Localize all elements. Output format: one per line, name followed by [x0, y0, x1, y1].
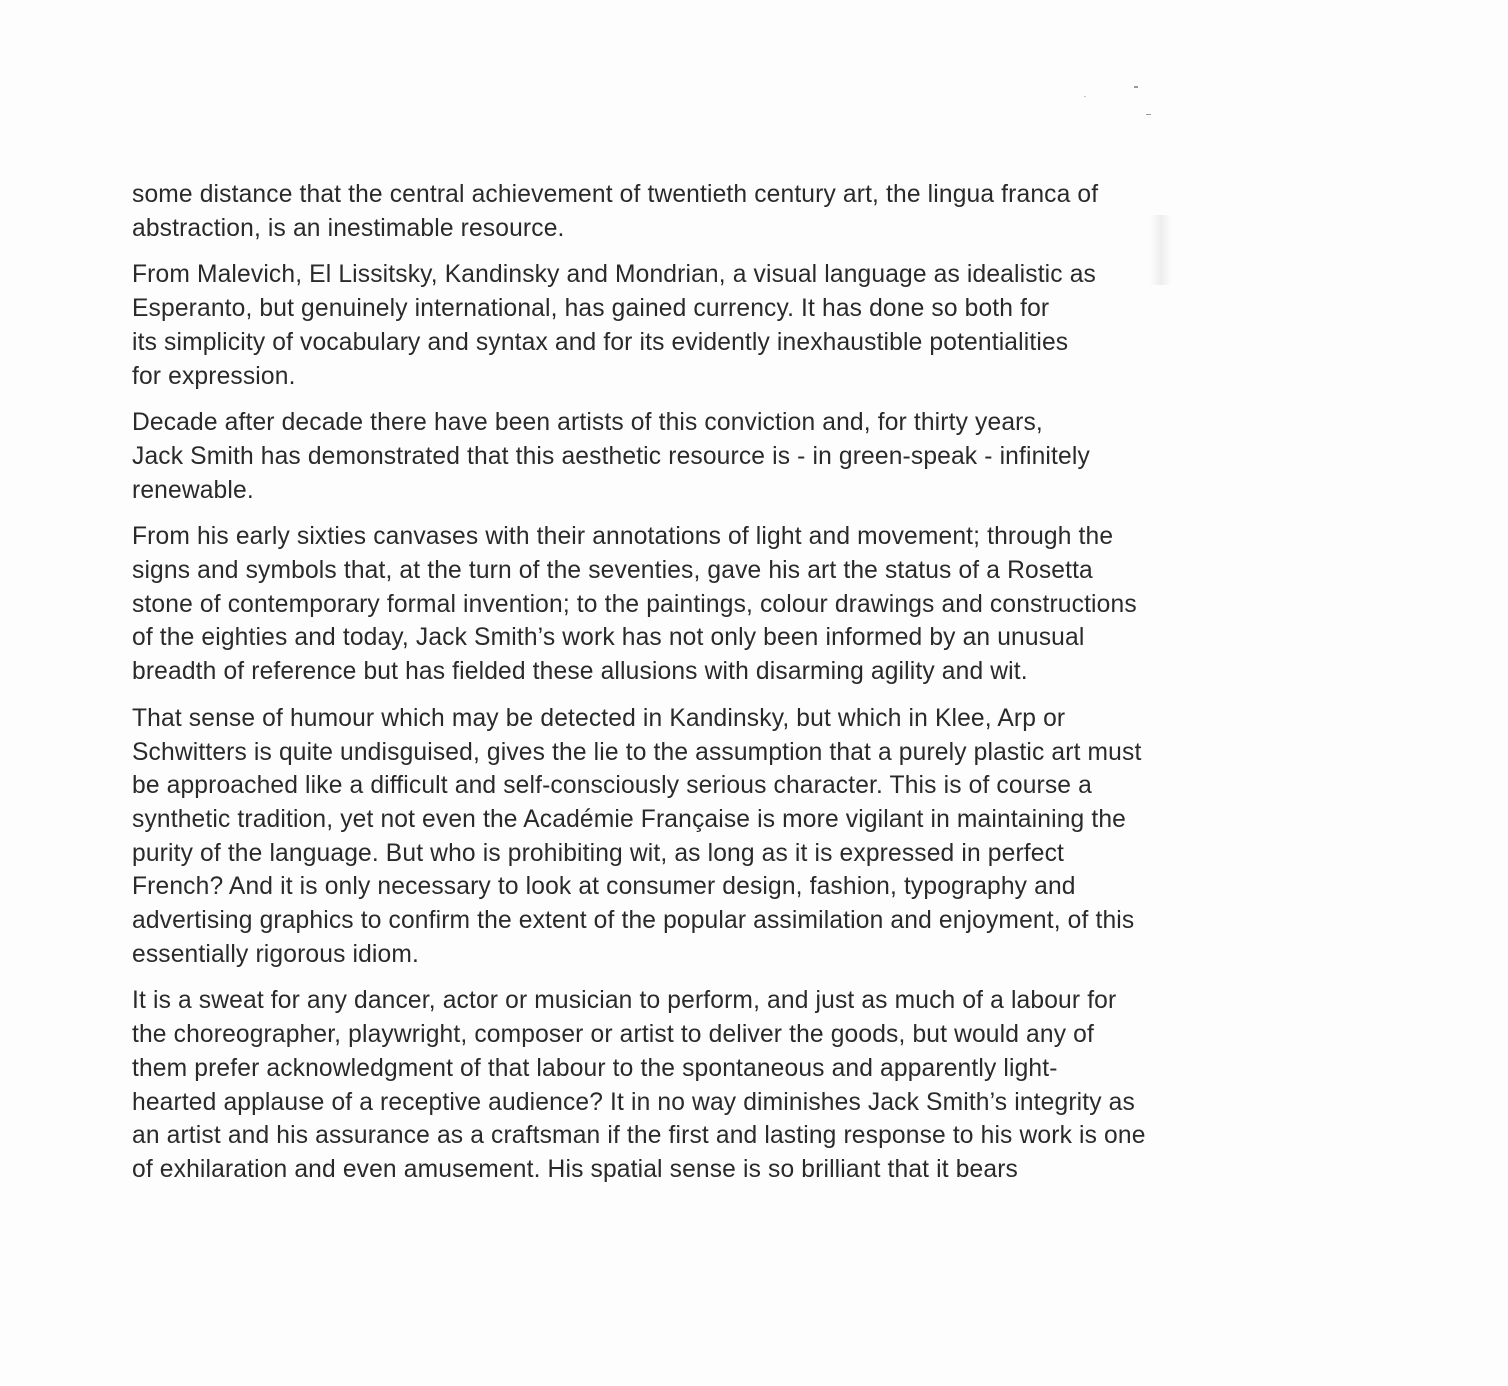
text-line: an artist and his assurance as a craftsman if the first and lasting response to his work is one — [132, 1122, 1146, 1150]
text-line: hearted applause of a receptive audience? It in no way diminishes Jack Smith’s integrity as — [132, 1088, 1135, 1116]
paragraph — [132, 702, 1332, 972]
text-line: From Malevich, El Lissitsky, Kandinsky and Mondrian, a visual language as idealistic as — [132, 261, 1096, 289]
text-line: Esperanto, but genuinely international, has gained currency. It has done so both for — [132, 295, 1050, 323]
paragraph — [132, 406, 1332, 507]
text-line: of exhilaration and even amusement. His spatial sense is so brilliant that it bears — [132, 1155, 1018, 1183]
text-line: It is a sweat for any dancer, actor or musician to perform, and just as much of a labour for — [132, 987, 1117, 1015]
text-line: renewable. — [132, 476, 254, 504]
text-line: them prefer acknowledgment of that labour to the spontaneous and apparently light- — [132, 1054, 1058, 1082]
text-line: for expression. — [132, 362, 296, 390]
text-line: Jack Smith has demonstrated that this aesthetic resource is - in green-speak - infinitely — [132, 442, 1090, 470]
text-line: abstraction, is an inestimable resource. — [132, 214, 565, 242]
paragraph — [132, 984, 1332, 1186]
scan-speck — [1134, 86, 1138, 88]
text-line: purity of the language. But who is prohibiting wit, as long as it is expressed in perfect — [132, 839, 1065, 867]
text-line: synthetic tradition, yet not even the Académie Française is more vigilant in maintaining the — [132, 805, 1126, 833]
text-line: stone of contemporary formal invention; to the paintings, colour drawings and constructions — [132, 590, 1137, 618]
text-line: essentially rigorous idiom. — [132, 940, 419, 968]
text-line: signs and symbols that, at the turn of the seventies, gave his art the status of a Rosetta — [132, 557, 1093, 585]
text-line: breadth of reference but has fielded these allusions with disarming agility and wit. — [132, 658, 1028, 686]
scan-speck — [1084, 96, 1086, 97]
text-line: From his early sixties canvases with their annotations of light and movement; through the — [132, 523, 1114, 551]
text-line: be approached like a difficult and self-consciously serious character. This is of course a — [132, 772, 1092, 800]
text-line: some distance that the central achievement of twentieth century art, the lingua franca of — [132, 181, 1099, 208]
text-line: advertising graphics to confirm the extent of the popular assimilation and enjoyment, of this — [132, 907, 1135, 935]
paragraph — [132, 258, 1332, 393]
text-line: Schwitters is quite undisguised, gives the lie to the assumption that a purely plastic art must — [132, 738, 1142, 766]
text-line: That sense of humour which may be detected in Kandinsky, but which in Klee, Arp or — [132, 704, 1066, 732]
text-line: the choreographer, playwright, composer or artist to deliver the goods, but would any of — [132, 1021, 1094, 1049]
text-line: its simplicity of vocabulary and syntax and for its evidently inexhaustible potentialities — [132, 328, 1069, 356]
body-text — [132, 178, 1332, 1200]
scan-speck — [1146, 114, 1151, 115]
text-line: French? And it is only necessary to look at consumer design, fashion, typography and — [132, 873, 1076, 901]
paragraph — [132, 520, 1332, 689]
paragraph — [132, 178, 1332, 245]
text-line: Decade after decade there have been artists of this conviction and, for thirty years, — [132, 409, 1043, 437]
text-line: of the eighties and today, Jack Smith’s work has not only been informed by an unusual — [132, 624, 1085, 652]
